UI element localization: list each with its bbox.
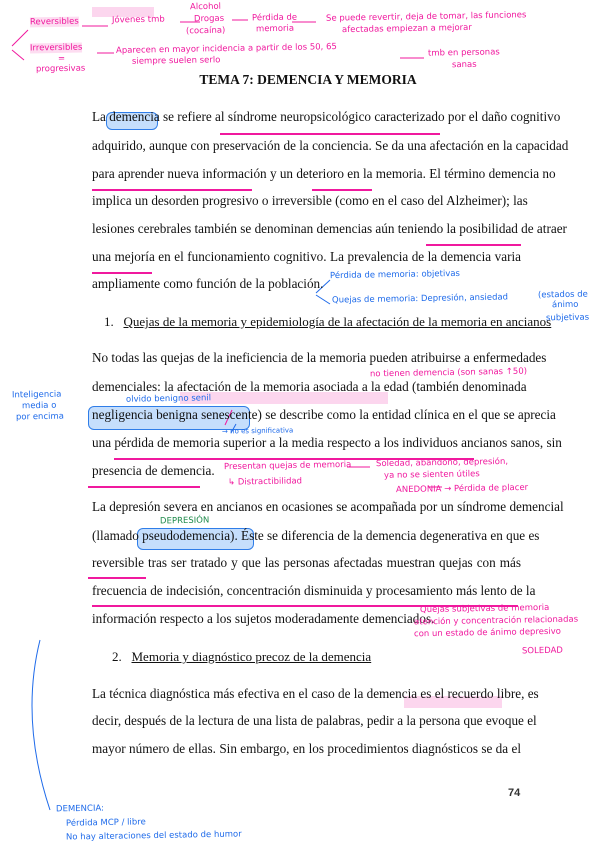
annotation-olvido-benigno: olvido benigno senil — [125, 393, 212, 405]
paragraph-line: una pérdida de memoria superior a la media respecto a los individuos ancianos sanos, sin — [92, 435, 562, 450]
annotation-jovenes: Jóvenes tmb — [111, 14, 165, 26]
annotation-irreversibles: Irreversibles — [29, 42, 83, 54]
annotation-cocaina: (cocaína) — [185, 25, 226, 37]
section-heading-2 — [112, 649, 371, 665]
annotation-soledad: ya no se sienten útiles — [383, 469, 480, 481]
annotation-drogas: Drogas — [193, 13, 225, 25]
section-number: 2. — [112, 649, 122, 664]
annotation-perdida-objetivas: Pérdida de memoria: objetivas — [329, 268, 461, 282]
annotation-tmb-sanas: tmb en personas — [427, 47, 500, 59]
section-number: 1. — [104, 314, 114, 329]
paragraph-line: decir, después de la lectura de una lista de palabras, pedir a la persona que evoque el — [92, 713, 537, 728]
underline-mark — [220, 133, 440, 135]
annotation-quejas-subjetivas: Quejas de memoria: Depresión, ansiedad — [331, 292, 509, 306]
annotation-revertir: afectadas empiezan a mejorar — [341, 22, 472, 36]
annotation-quejas-subjetivas-memoria: atención y concentración relacionadas — [413, 614, 579, 628]
annotation-perdida-memoria: Pérdida de — [251, 12, 298, 24]
underline-mark — [88, 577, 146, 579]
annotation-depresion: DEPRESIÓN — [159, 515, 210, 527]
annotation-soledad: Soledad, abandono, depresión, — [375, 456, 509, 470]
annotation-estados-animo: ánimo — [551, 299, 579, 311]
annotation-revertir: Se puede revertir, deja de tomar, las funciones — [325, 10, 527, 24]
paragraph-line: adquirido, aunque con preservación de la conciencia. Se da una afectación en la capacidad — [92, 138, 569, 153]
annotation-presentan-quejas: Presentan quejas de memoria — [223, 459, 352, 473]
paragraph-line: ampliamente como función de la población. — [92, 276, 324, 291]
annotation-anedonia: ANEDONIA → Pérdida de placer — [395, 482, 529, 496]
annotation-demencia-note: No hay alteraciones del estado de humor — [65, 829, 242, 843]
paragraph-line: demenciales: la afectación de la memoria asociada a la edad (también denominada — [92, 379, 527, 394]
annotation-aparecen: Aparecen en mayor incidencia a partir de los 50, 65 — [115, 42, 337, 56]
paragraph-line: una mejoría en el funcionamiento cognitivo. La prevalencia de la demencia varia — [92, 249, 521, 264]
underline-mark — [88, 486, 200, 488]
annotation-estados-animo: subjetivas — [545, 312, 590, 324]
paragraph-line: lesiones cerebrales también se denominan demencias aún teniendo la posibilidad de atraer — [92, 221, 567, 236]
annotation-quejas-subjetivas-memoria: Quejas subjetivas de memoria — [419, 602, 550, 616]
paragraph-line: La demencia se refiere al síndrome neuropsicológico caracterizado por el daño cognitivo — [92, 109, 561, 124]
annotation-inteligencia: por encima — [15, 411, 65, 423]
paragraph-line: implica un desorden progresivo o irreversible (como en el caso del Alzheimer); las — [92, 193, 528, 208]
annotation-no-demencia: no tienen demencia (son sanas ↑50) — [369, 366, 528, 380]
underline-mark — [92, 189, 252, 191]
annotation-demencia-label: DEMENCIA: — [55, 803, 105, 815]
annotation-demencia-note: Pérdida MCP / libre — [65, 817, 146, 829]
annotation-soledad-caps: SOLEDAD — [521, 645, 564, 657]
annotation-quejas-subjetivas-memoria: con un estado de ánimo depresivo — [413, 626, 562, 640]
annotation-aparecen: siempre suelen serlo — [131, 55, 221, 67]
paragraph-line: frecuencia de indecisión, concentración disminuida y procesamiento más lento de la — [92, 583, 536, 598]
section-heading-1 — [104, 314, 551, 330]
annotation-tmb-sanas: sanas — [451, 59, 477, 71]
annotation-estados-animo: (estados de — [537, 289, 588, 301]
underline-mark — [312, 189, 372, 191]
paragraph-line: negligencia benigna senescente) se describe como la entidad clínica en el que se aprecia — [92, 407, 556, 422]
annotation-inteligencia: Inteligencia — [11, 389, 62, 401]
page-title: TEMA 7: DEMENCIA Y MEMORIA — [199, 72, 417, 87]
paragraph-line: La depresión severa en ancianos en ocasiones se acompañada por un síndrome demencial — [92, 499, 564, 514]
paragraph-line: mayor número de ellas. Sin embargo, en los procedimientos diagnósticos se da el — [92, 741, 521, 756]
section-title: Memoria y diagnóstico precoz de la demencia — [131, 649, 372, 664]
paragraph-line: para aprender nueva información y un deterioro en la memoria. El término demencia no — [92, 166, 556, 181]
page-number: 74 — [508, 787, 521, 799]
annotation-reversibles: Reversibles — [29, 16, 79, 28]
section-title: Quejas de la memoria y epidemiología de la afectación de la memoria en ancianos — [123, 314, 552, 329]
paragraph-line: (llamado pseudodemencia). Éste se diferencia de la demencia degenerativa en que es — [92, 528, 540, 543]
paragraph-line: información respecto a los sujetos moderadamente demenciados. — [92, 611, 435, 626]
paragraph-line: presencia de demencia. — [92, 463, 215, 478]
annotation-igual: = — [57, 53, 66, 65]
paragraph-line: reversible tras ser tratado y que las personas afectadas muestran quejas con más — [92, 555, 521, 570]
annotation-alcohol: Alcohol — [189, 1, 222, 13]
annotation-no-significativa: → no es significativa — [221, 426, 294, 436]
annotation-distractibilidad: ↳ Distractibilidad — [227, 476, 303, 488]
annotation-perdida-memoria: memoria — [255, 23, 295, 35]
annotation-inteligencia: media o — [21, 400, 57, 412]
annotation-progresivas: progresivas — [35, 63, 86, 75]
paragraph-line: No todas las quejas de la ineficiencia de la memoria pueden atribuirse a enfermedades — [92, 350, 547, 365]
underline-mark — [92, 272, 152, 274]
paragraph-line: La técnica diagnóstica más efectiva en el caso de la demencia es el recuerdo libre, es — [92, 686, 539, 701]
underline-mark — [426, 244, 521, 246]
